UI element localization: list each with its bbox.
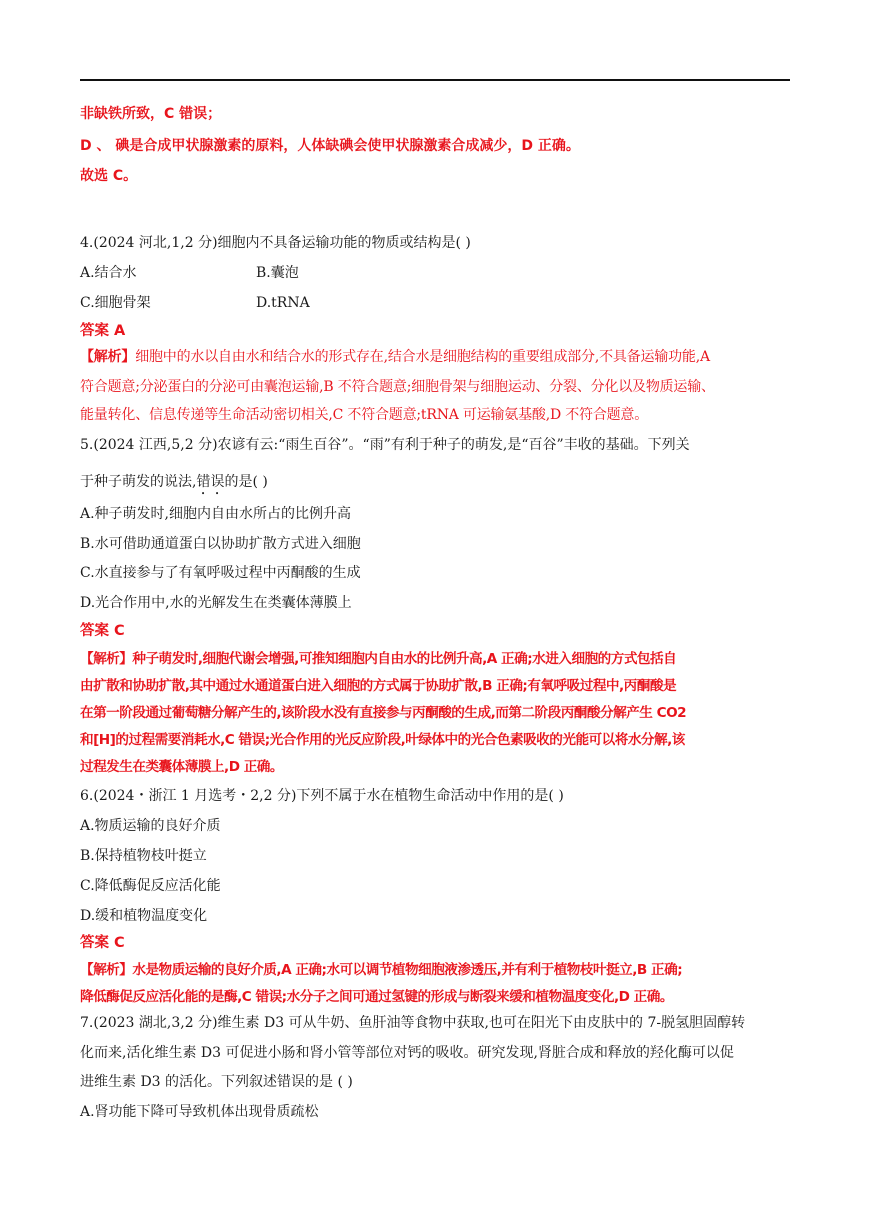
prev-explanation-line-2: D 、 碘是合成甲状腺激素的原料，人体缺碘会使甲状腺激素合成减少，D 正确。	[80, 138, 580, 154]
q5-answer: 答案 C	[80, 623, 125, 639]
q5-explanation-line-5: 过程发生在类囊体薄膜上,D 正确。	[80, 759, 283, 775]
q5-option-b: B.水可借助通道蛋白以协助扩散方式进入细胞	[80, 536, 361, 552]
q5-explanation-text-1: 种子萌发时,细胞代谢会增强,可推知细胞内自由水的比例升高,A 正确;水进入细胞的方式包括自	[132, 651, 677, 667]
q5-stem-prefix: 于种子萌发的说法,	[80, 474, 197, 490]
prev-explanation-line-1: 非缺铁所致，C 错误；	[80, 106, 222, 122]
q5-explanation-line-2: 由扩散和协助扩散,其中通过水通道蛋白进入细胞的方式属于协助扩散,B 正确;有氧呼吸过程中,丙酮酸是	[80, 678, 677, 694]
q5-explanation-tag: 【解析】	[80, 651, 133, 667]
q5-explanation-line-1	[80, 649, 676, 669]
q6-answer: 答案 C	[80, 935, 125, 951]
q4-explanation-text-1: 细胞中的水以自由水和结合水的形式存在,结合水是细胞结构的重要组成部分,不具备运输功能,A	[135, 349, 710, 365]
q4-options-row-1	[80, 263, 299, 283]
q5-stem-emphasis: 错误	[196, 474, 225, 490]
q4-answer: 答案 A	[80, 323, 126, 339]
q6-option-c: C.降低酶促反应活化能	[80, 878, 221, 894]
q6-explanation-tag: 【解析】	[80, 962, 133, 978]
q4-explanation-tag: 【解析】	[80, 349, 136, 365]
q6-stem: 6.(2024・浙江 1 月选考・2,2 分)下列不属于水在植物生命活动中作用的是( )	[80, 788, 564, 804]
q5-option-d: D.光合作用中,水的光解发生在类囊体薄膜上	[80, 595, 352, 611]
q4-option-b: B.囊泡	[256, 265, 299, 281]
q4-explanation-line-3: 能量转化、信息传递等生命活动密切相关,C 不符合题意;tRNA 可运输氨基酸,D 不符合题意。	[80, 407, 649, 423]
q5-option-c: C.水直接参与了有氧呼吸过程中丙酮酸的生成	[80, 565, 361, 581]
q5-stem-suffix: 的是( )	[224, 474, 268, 490]
q5-explanation-line-4: 和[H]的过程需要消耗水,C 错误;光合作用的光反应阶段,叶绿体中的光合色素吸收的光能可以将水分解,该	[80, 732, 685, 748]
q6-explanation-line-1	[80, 960, 682, 980]
q7-stem-line-3: 进维生素 D3 的活化。下列叙述错误的是 ( )	[80, 1074, 353, 1090]
q6-explanation-line-2: 降低酶促反应活化能的是酶,C 错误;水分子之间可通过氢键的形成与断裂来缓和植物温度变化,D 正确。	[80, 989, 673, 1005]
q6-option-a: A.物质运输的良好介质	[80, 818, 221, 834]
header-rule	[80, 79, 790, 81]
q6-explanation-text-1: 水是物质运输的良好介质,A 正确;水可以调节植物细胞液渗透压,并有利于植物枝叶挺立,B 正确;	[132, 962, 683, 978]
q4-stem: 4.(2024 河北,1,2 分)细胞内不具备运输功能的物质或结构是( )	[80, 235, 471, 251]
q4-option-a: A.结合水	[80, 265, 137, 281]
q4-option-d: D.tRNA	[256, 295, 310, 311]
q4-explanation-line-1	[80, 347, 710, 367]
prev-explanation-conclusion: 故选 C。	[80, 168, 138, 184]
q7-stem-line-1: 7.(2023 湖北,3,2 分)维生素 D3 可从牛奶、鱼肝油等食物中获取,也可在阳光下由皮肤中的 7-脱氢胆固醇转	[80, 1015, 746, 1031]
q5-stem-line-1: 5.(2024 江西,5,2 分)农谚有云:“雨生百谷”。“雨”有利于种子的萌发,是“百谷”丰收的基础。下列关	[80, 437, 690, 453]
q5-option-a: A.种子萌发时,细胞内自由水所占的比例升高	[80, 506, 352, 522]
q4-option-c: C.细胞骨架	[80, 295, 151, 311]
q7-option-a: A.肾功能下降可导致机体出现骨质疏松	[80, 1104, 319, 1120]
q6-option-d: D.缓和植物温度变化	[80, 908, 208, 924]
q5-explanation-line-3: 在第一阶段通过葡萄糖分解产生的,该阶段水没有直接参与丙酮酸的生成,而第二阶段丙酮酸分解产生 CO2	[80, 705, 687, 721]
q5-stem-line-2	[80, 472, 268, 498]
q4-explanation-line-2: 符合题意;分泌蛋白的分泌可由囊泡运输,B 不符合题意;细胞骨架与细胞运动、分裂、分化以及物质运输、	[80, 379, 715, 395]
q4-options-row-2	[80, 293, 310, 313]
q6-option-b: B.保持植物枝叶挺立	[80, 848, 207, 864]
q7-stem-line-2: 化而来,活化维生素 D3 可促进小肠和肾小管等部位对钙的吸收。研究发现,肾脏合成和释放的羟化酶可以促	[80, 1045, 734, 1061]
